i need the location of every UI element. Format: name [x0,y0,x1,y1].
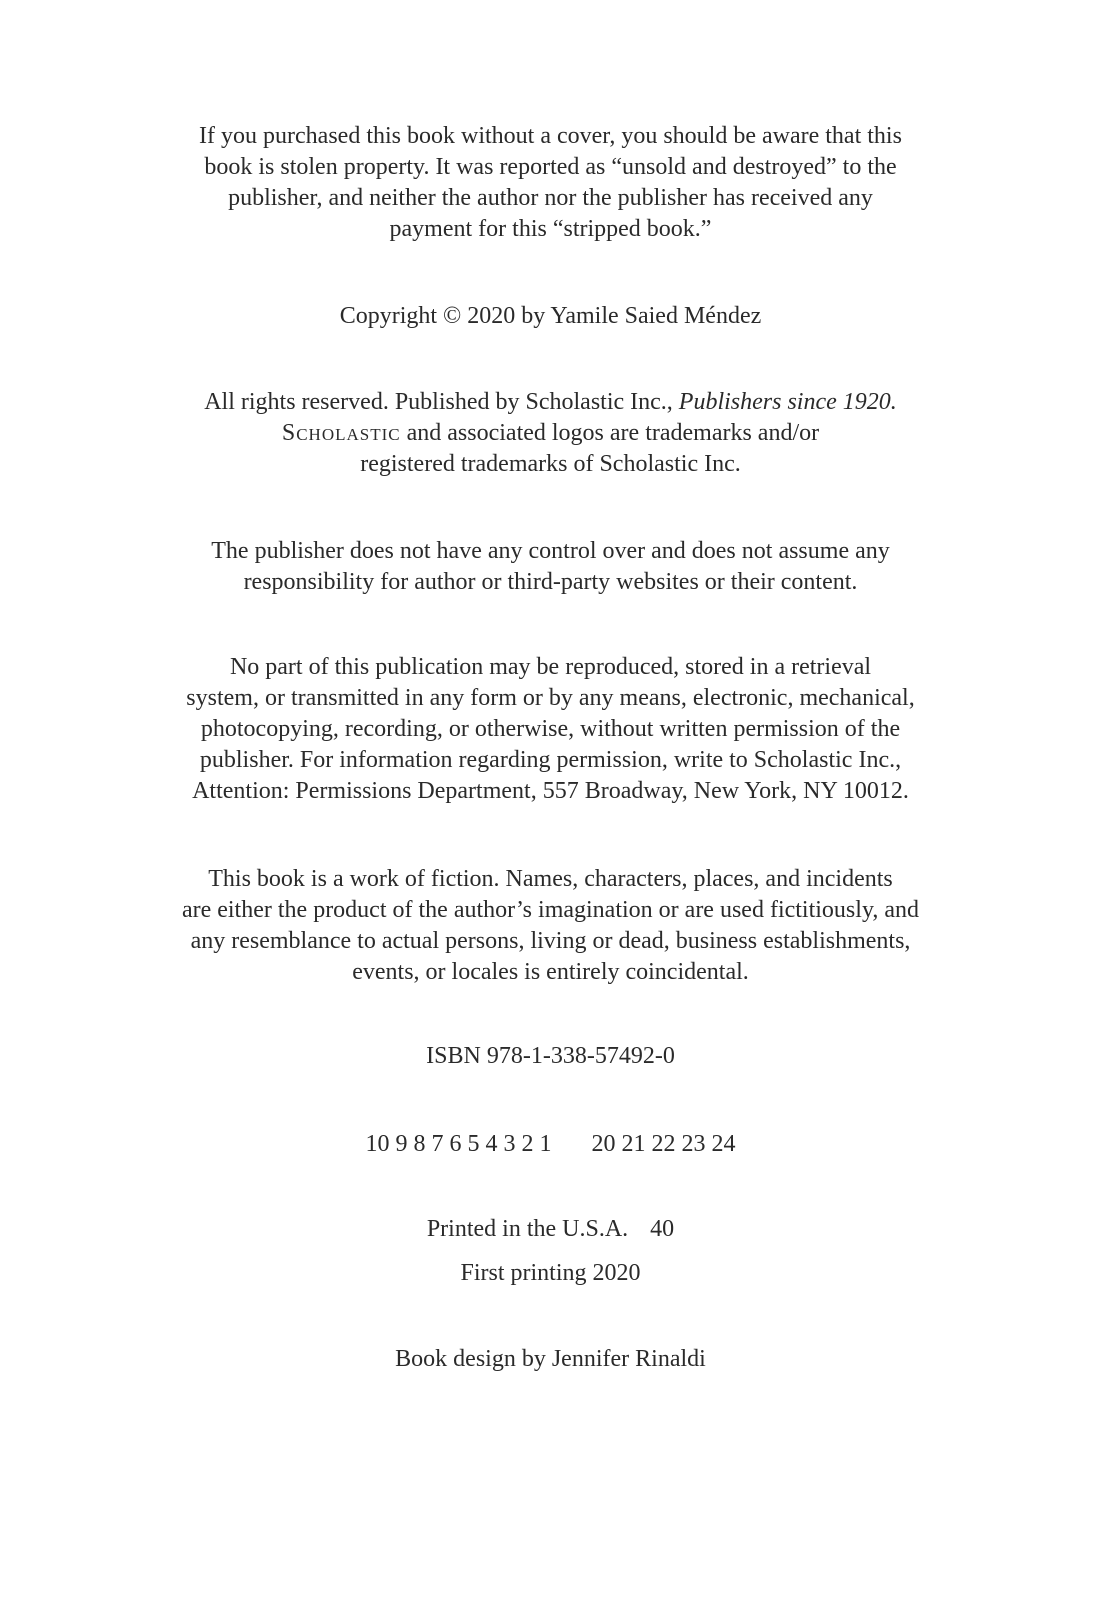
stripped-notice-line: publisher, and neither the author nor the publisher has received any [228,185,873,211]
control-notice-line: The publisher does not have any control over and does not assume any [211,538,890,564]
fiction-notice [120,864,981,988]
control-notice-line: responsibility for author or third-party websites or their content. [243,569,858,595]
fiction-notice-line: are either the product of the author’s imagination or are used fictitiously, and [181,897,920,923]
fiction-notice-line: events, or locales is entirely coincidental. [352,959,749,985]
stripped-notice-line: book is stolen property. It was reported as “unsold and destroyed” to the [204,154,897,180]
book-design-credit [120,1344,981,1375]
reproduction-notice-line: publisher. For information regarding permission, write to Scholastic Inc., [199,747,902,773]
rights-line-3: registered trademarks of Scholastic Inc. [360,451,741,477]
rights-line-2 [120,418,981,449]
rights-notice [120,387,981,480]
rights-line-2-text: and associated logos are trademarks and/or [400,420,820,446]
stripped-notice-line: If you purchased this book without a cover, you should be aware that this [199,123,902,149]
year-numbers: 20 21 22 23 24 [591,1131,736,1157]
copyright-line [120,301,981,332]
printing-line-row [120,1129,981,1160]
stripped-notice-line: payment for this “stripped book.” [389,216,712,242]
rights-text: All rights reserved. Published by Scholastic Inc., [204,389,679,415]
reproduction-notice-line: photocopying, recording, or otherwise, without written permission of the [200,716,901,742]
book-design-text: Book design by Jennifer Rinaldi [395,1346,706,1372]
reproduction-notice-line: No part of this publication may be reproduced, stored in a retrieval [229,654,872,680]
first-printing [120,1258,981,1289]
control-notice [120,536,981,598]
printing-line [120,1129,981,1160]
reproduction-notice [120,652,981,807]
first-printing-text: First printing 2020 [460,1260,641,1286]
rights-line-1 [120,387,981,418]
isbn [120,1041,981,1072]
printing-numbers: 10 9 8 7 6 5 4 3 2 1 [365,1131,552,1157]
trademark-word: Scholastic [281,420,401,446]
reproduction-notice-line: system, or transmitted in any form or by any means, electronic, mechanical, [186,685,915,711]
printed-code: 40 [650,1216,675,1242]
isbn-text: ISBN 978-1-338-57492-0 [426,1043,675,1069]
stripped-book-notice [120,121,981,245]
printed-in [120,1214,981,1245]
printed-in-row [120,1214,981,1245]
printed-in-text: Printed in the U.S.A. [426,1216,629,1242]
publisher-tagline: Publishers since 1920. [678,389,897,415]
reproduction-notice-line: Attention: Permissions Department, 557 Broadway, New York, NY 10012. [192,778,909,804]
fiction-notice-line: This book is a work of fiction. Names, characters, places, and incidents [208,866,893,892]
copyright-text: Copyright © 2020 by Yamile Saied Méndez [339,303,762,329]
fiction-notice-line: any resemblance to actual persons, living or dead, business establishments, [190,928,911,954]
